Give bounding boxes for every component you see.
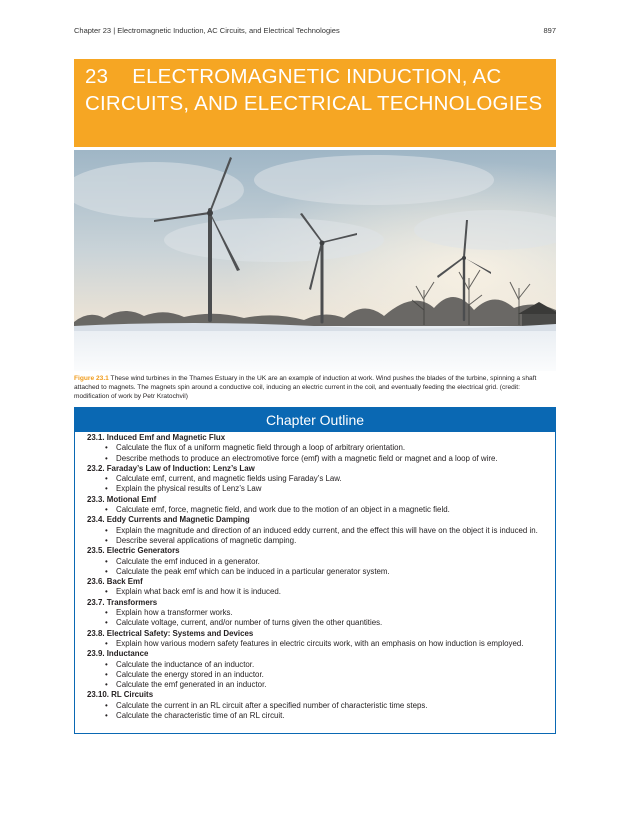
- learning-objective: • Explain how various modern safety features in electric circuits work, with an emphasis on how induction is employed.: [105, 639, 555, 649]
- chapter-title: [85, 64, 546, 117]
- chapter-number: 23: [85, 65, 109, 88]
- learning-objective: • Calculate the characteristic time of an RL circuit.: [105, 711, 555, 721]
- figure-caption: [74, 374, 556, 402]
- learning-objectives-list: [87, 639, 555, 649]
- outline-section-link[interactable]: 23.7. Transformers: [87, 597, 158, 607]
- figure-label: Figure 23.1: [74, 375, 109, 382]
- learning-objectives-list: [87, 443, 555, 464]
- chapter-title-text: ELECTROMAGNETIC INDUCTION, AC CIRCUITS, AND ELECTRICAL TECHNOLOGIES: [85, 65, 543, 115]
- wind-turbines-photo: [74, 150, 556, 371]
- learning-objective: • Calculate the energy stored in an inductor.: [105, 670, 555, 680]
- learning-objectives-list: [87, 505, 555, 515]
- learning-objective: • Calculate the emf generated in an inductor.: [105, 680, 555, 690]
- learning-objective: • Explain what back emf is and how it is induced.: [105, 587, 555, 597]
- outline-section-link[interactable]: 23.9. Inductance: [87, 649, 149, 659]
- learning-objective: • Calculate the flux of a uniform magnetic field through a loop of arbitrary orientation.: [105, 443, 555, 453]
- learning-objectives-list: [87, 557, 555, 578]
- outline-section-link[interactable]: 23.8. Electrical Safety: Systems and Devices: [87, 628, 254, 638]
- learning-objectives-list: [87, 474, 555, 495]
- learning-objective: • Calculate the inductance of an inductor.: [105, 660, 555, 670]
- learning-objective: • Describe methods to produce an electromotive force (emf) with a magnetic field or magnet and a loop of wire.: [105, 454, 555, 464]
- outline-section-link[interactable]: 23.2. Faraday’s Law of Induction: Lenz’s Law: [87, 463, 255, 473]
- outline-section-link[interactable]: 23.4. Eddy Currents and Magnetic Damping: [87, 515, 250, 525]
- running-head-title: Chapter 23 | Electromagnetic Induction, AC Circuits, and Electrical Technologies: [74, 26, 340, 35]
- learning-objective: • Calculate the current in an RL circuit after a specified number of characteristic time steps.: [105, 701, 555, 711]
- learning-objective: • Calculate the peak emf which can be induced in a particular generator system.: [105, 567, 555, 577]
- running-head: [74, 26, 556, 35]
- outline-section-link[interactable]: 23.3. Motional Emf: [87, 494, 157, 504]
- chapter-banner: [74, 59, 556, 147]
- learning-objective: • Calculate emf, force, magnetic field, and work due to the motion of an object in a magnetic field.: [105, 505, 555, 515]
- learning-objectives-list: [87, 526, 555, 547]
- learning-objectives-list: [87, 608, 555, 629]
- chapter-outline-heading: Chapter Outline: [75, 408, 555, 432]
- chapter-outline-body: [75, 432, 555, 721]
- learning-objective: • Describe several applications of magnetic damping.: [105, 536, 555, 546]
- outline-section-link[interactable]: 23.1. Induced Emf and Magnetic Flux: [87, 433, 226, 442]
- outline-section-link[interactable]: 23.6. Back Emf: [87, 577, 143, 587]
- page-number: 897: [543, 26, 556, 35]
- learning-objectives-list: [87, 660, 555, 691]
- outline-section-link[interactable]: 23.5. Electric Generators: [87, 546, 180, 556]
- chapter-outline: [74, 407, 556, 734]
- figure-caption-text: These wind turbines in the Thames Estuary in the UK are an example of induction at work. Wind pushes the blades of the turbine, spinning a shaft attached to magnets. The magnets spin around a conductive coil, inducing an electric current in the coil, and eventually feeding the electrical grid. (credit: modification of work by Petr Kratochvil): [74, 375, 537, 401]
- learning-objective: • Explain the physical results of Lenz’s Law: [105, 484, 555, 494]
- learning-objectives-list: [87, 587, 555, 597]
- learning-objective: • Calculate voltage, current, and/or number of turns given the other quantities.: [105, 618, 555, 628]
- learning-objective: • Calculate emf, current, and magnetic fields using Faraday’s Law.: [105, 474, 555, 484]
- learning-objectives-list: [87, 701, 555, 722]
- outline-section-link[interactable]: 23.10. RL Circuits: [87, 690, 154, 700]
- learning-objective: • Explain how a transformer works.: [105, 608, 555, 618]
- learning-objective: • Explain the magnitude and direction of an induced eddy current, and the effect this will have on the object it is induced in.: [105, 526, 555, 536]
- learning-objective: • Calculate the emf induced in a generator.: [105, 557, 555, 567]
